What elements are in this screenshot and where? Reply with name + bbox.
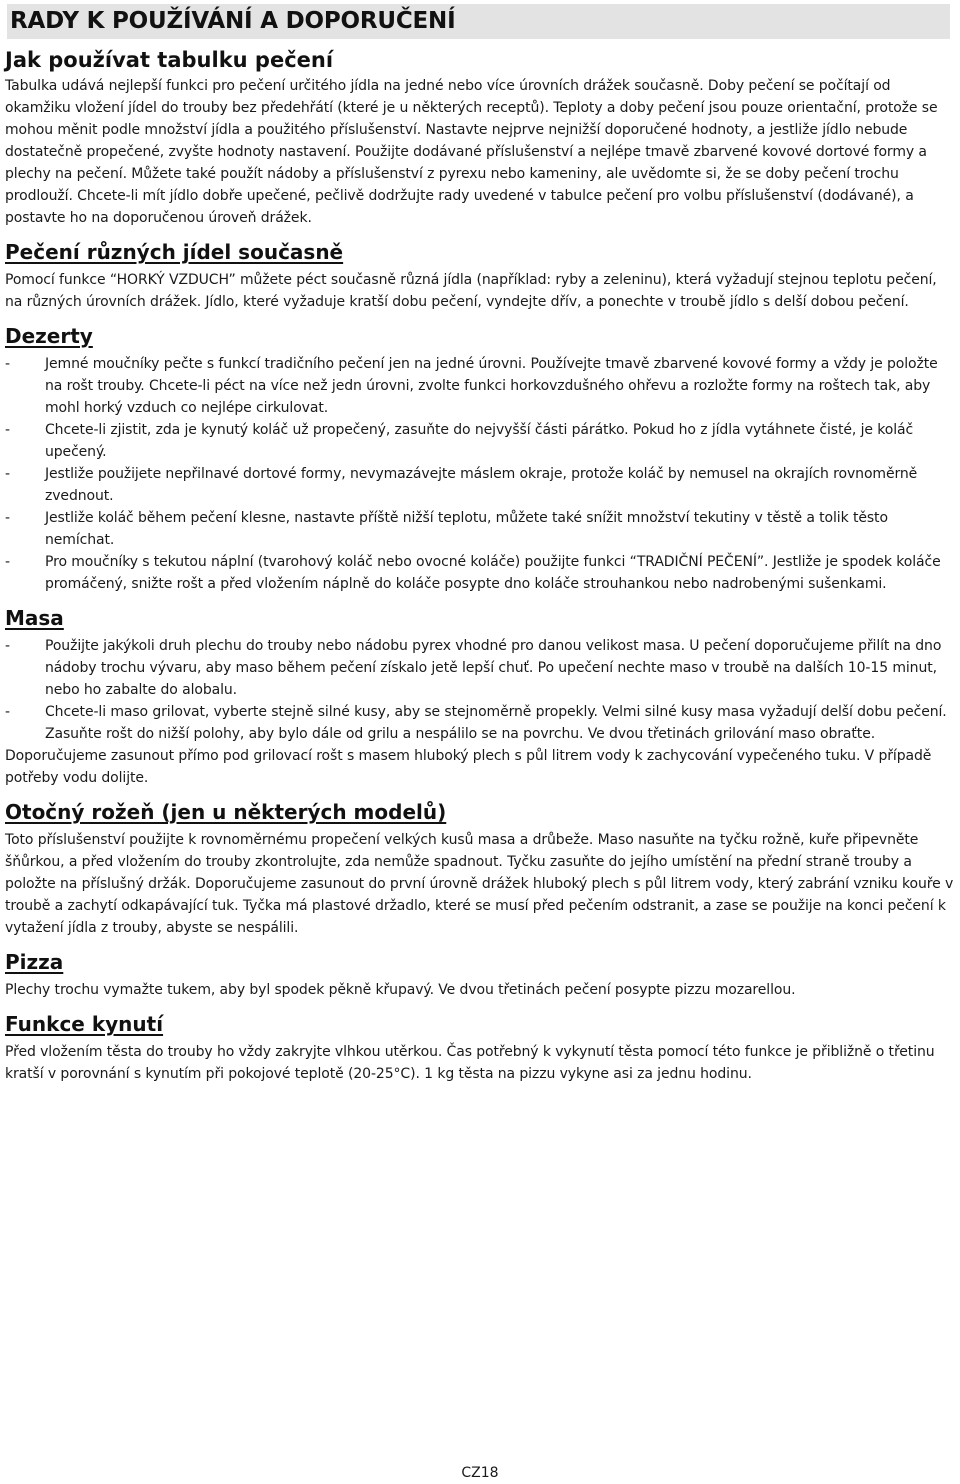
paragraph-simultaneous-baking: Pomocí funkce “HORKÝ VZDUCH” můžete péct současně různá jídla (například: ryby a zeleninu), která vyžadují stejnou teplotu pečení, na různých úrovních drážek. Jídlo, které vyžaduje kratší dobu pečení, vyndejte dřív, a ponechte v troubě jídlo s delší dobou pečení. <box>5 272 937 310</box>
desserts-list <box>5 353 954 595</box>
heading-pizza: Pizza <box>5 950 64 974</box>
heading-baking-table: Jak používat tabulku pečení <box>5 48 334 72</box>
heading-simultaneous-baking: Pečení různých jídel současně <box>5 240 344 264</box>
page-number: CZ18 <box>461 1465 499 1481</box>
heading-proving: Funkce kynutí <box>5 1012 164 1036</box>
paragraph-baking-table: Tabulka udává nejlepší funkci pro pečení určitého jídla na jedné nebo více úrovních drážek současně. Doby pečení se počítají od okamžiku vložení jídel do trouby bez předehřátí (které je u některých receptů). Teploty a doby pečení jsou pouze orientační, protože se mohou měnit podle množství jídla a použitého příslušenství. Nastavte nejprve nejnižší doporučené hodnoty, a jestliže jídlo nebude dostatečně propečené, zvyšte hodnoty nastavení. Použijte dodávané příslušenství a nejlépe tmavě zbarvené kovové dortové formy a plechy na pečení. Můžete také použít nádoby a příslušenství z pyrexu nebo kameniny, ale uvědomte si, že se doby pečení trochu prodlouží. Chcete-li mít jídlo dobře upečené, pečlivě dodržujte rady uvedené v tabulce pečení pro volbu příslušenství (dodávané), a postavte ho na doporučenou úroveň drážek. <box>5 78 938 226</box>
document-title: RADY K POUŽÍVÁNÍ A DOPORUČENÍ <box>7 4 950 39</box>
list-item: - Chcete-li zjistit, zda je kynutý koláč už propečený, zasuňte do nejvyšší části párátko. Pokud ho z jídla vytáhnete čisté, je koláč upečený. <box>5 419 954 463</box>
paragraph-pizza: Plechy trochu vymažte tukem, aby byl spodek pěkně křupavý. Ve dvou třetinách pečení posypte pizzu mozarellou. <box>5 982 796 998</box>
paragraph-rotisserie: Toto příslušenství použijte k rovnoměrnému propečení velkých kusů masa a drůbeže. Maso nasuňte na tyčku rožně, kuře připevněte šňůrkou, a před vložením do trouby zkontrolujte, zda nemůže spadnout. Tyčku zasuňte do jejího umístění na přední straně trouby a položte na příslušný držák. Doporučujeme zasunout do první úrovně drážek hluboký plech s půl litrem vody, který zabrání vzniku kouře v troubě a zachytí odkapávající tuk. Tyčka má plastové držadlo, které se musí před pečením odstranit, a zase se použije na konci pečení k vytažení jídla z trouby, abyste se nespálili. <box>5 832 954 936</box>
list-item: - Použijte jakýkoli druh plechu do trouby nebo nádobu pyrex vhodné pro danou velikost masa. U pečení doporučujeme přilít na dno nádoby trochu vývaru, aby maso během pečení získalo jetě lepší chuť. Po upečení nechte maso v troubě na dalších 10-15 minut, nebo ho zabalte do alobalu. <box>5 635 954 701</box>
list-item: - Pro moučníky s tekutou náplní (tvarohový koláč nebo ovocné koláče) použijte funkci “TRADIČNÍ PEČENÍ”. Jestliže je spodek koláče promáčený, snižte rošt a před vložením náplně do koláče posypte dno koláče strouhankou nebo nadrobenými sušenkami. <box>5 551 954 595</box>
meat-list <box>5 635 954 745</box>
heading-rotisserie: Otočný rožeň (jen u některých modelů) <box>5 800 447 824</box>
paragraph-meat-tip: Doporučujeme zasunout přímo pod grilovací rošt s masem hluboký plech s půl litrem vody k zachycování vypečeného tuku. V případě potřeby vodu dolijte. <box>5 748 932 786</box>
list-item: - Jemné moučníky pečte s funkcí tradičního pečení jen na jedné úrovni. Používejte tmavě zbarvené kovové formy a vždy je položte na rošt trouby. Chcete-li péct na více než jedn úrovni, zvolte funkci horkovzdušného ohřevu a rozložte formy na roštech tak, aby mohl horký vzduch co nejlépe cirkulovat. <box>5 353 954 419</box>
list-item: - Chcete-li maso grilovat, vyberte stejně silné kusy, aby se stejnoměrně propekly. Velmi silné kusy masa vyžadují delší dobu pečení. Zasuňte rošt do nižší polohy, aby bylo dále od grilu a nespálilo se na povrchu. Ve dvou třetinách grilování maso obraťte. <box>5 701 954 745</box>
paragraph-proving: Před vložením těsta do trouby ho vždy zakryjte vlhkou utěrkou. Čas potřebný k vykynutí těsta pomocí této funkce je přibližně o třetinu kratší v porovnání s kynutím při pokojové teplotě (20-25°C). 1 kg těsta na pizzu vykyne asi za jednu hodinu. <box>5 1044 935 1082</box>
list-item: - Jestliže použijete nepřilnavé dortové formy, nevymazávejte máslem okraje, protože koláč by nemusel na okrajích rovnoměrně zvednout. <box>5 463 954 507</box>
heading-desserts: Dezerty <box>5 324 93 348</box>
document-page <box>0 4 960 1085</box>
list-item: - Jestliže koláč během pečení klesne, nastavte příště nižší teplotu, můžete také snížit množství tekutiny v těstě a tolik těsto nemíchat. <box>5 507 954 551</box>
heading-meat: Masa <box>5 606 64 630</box>
